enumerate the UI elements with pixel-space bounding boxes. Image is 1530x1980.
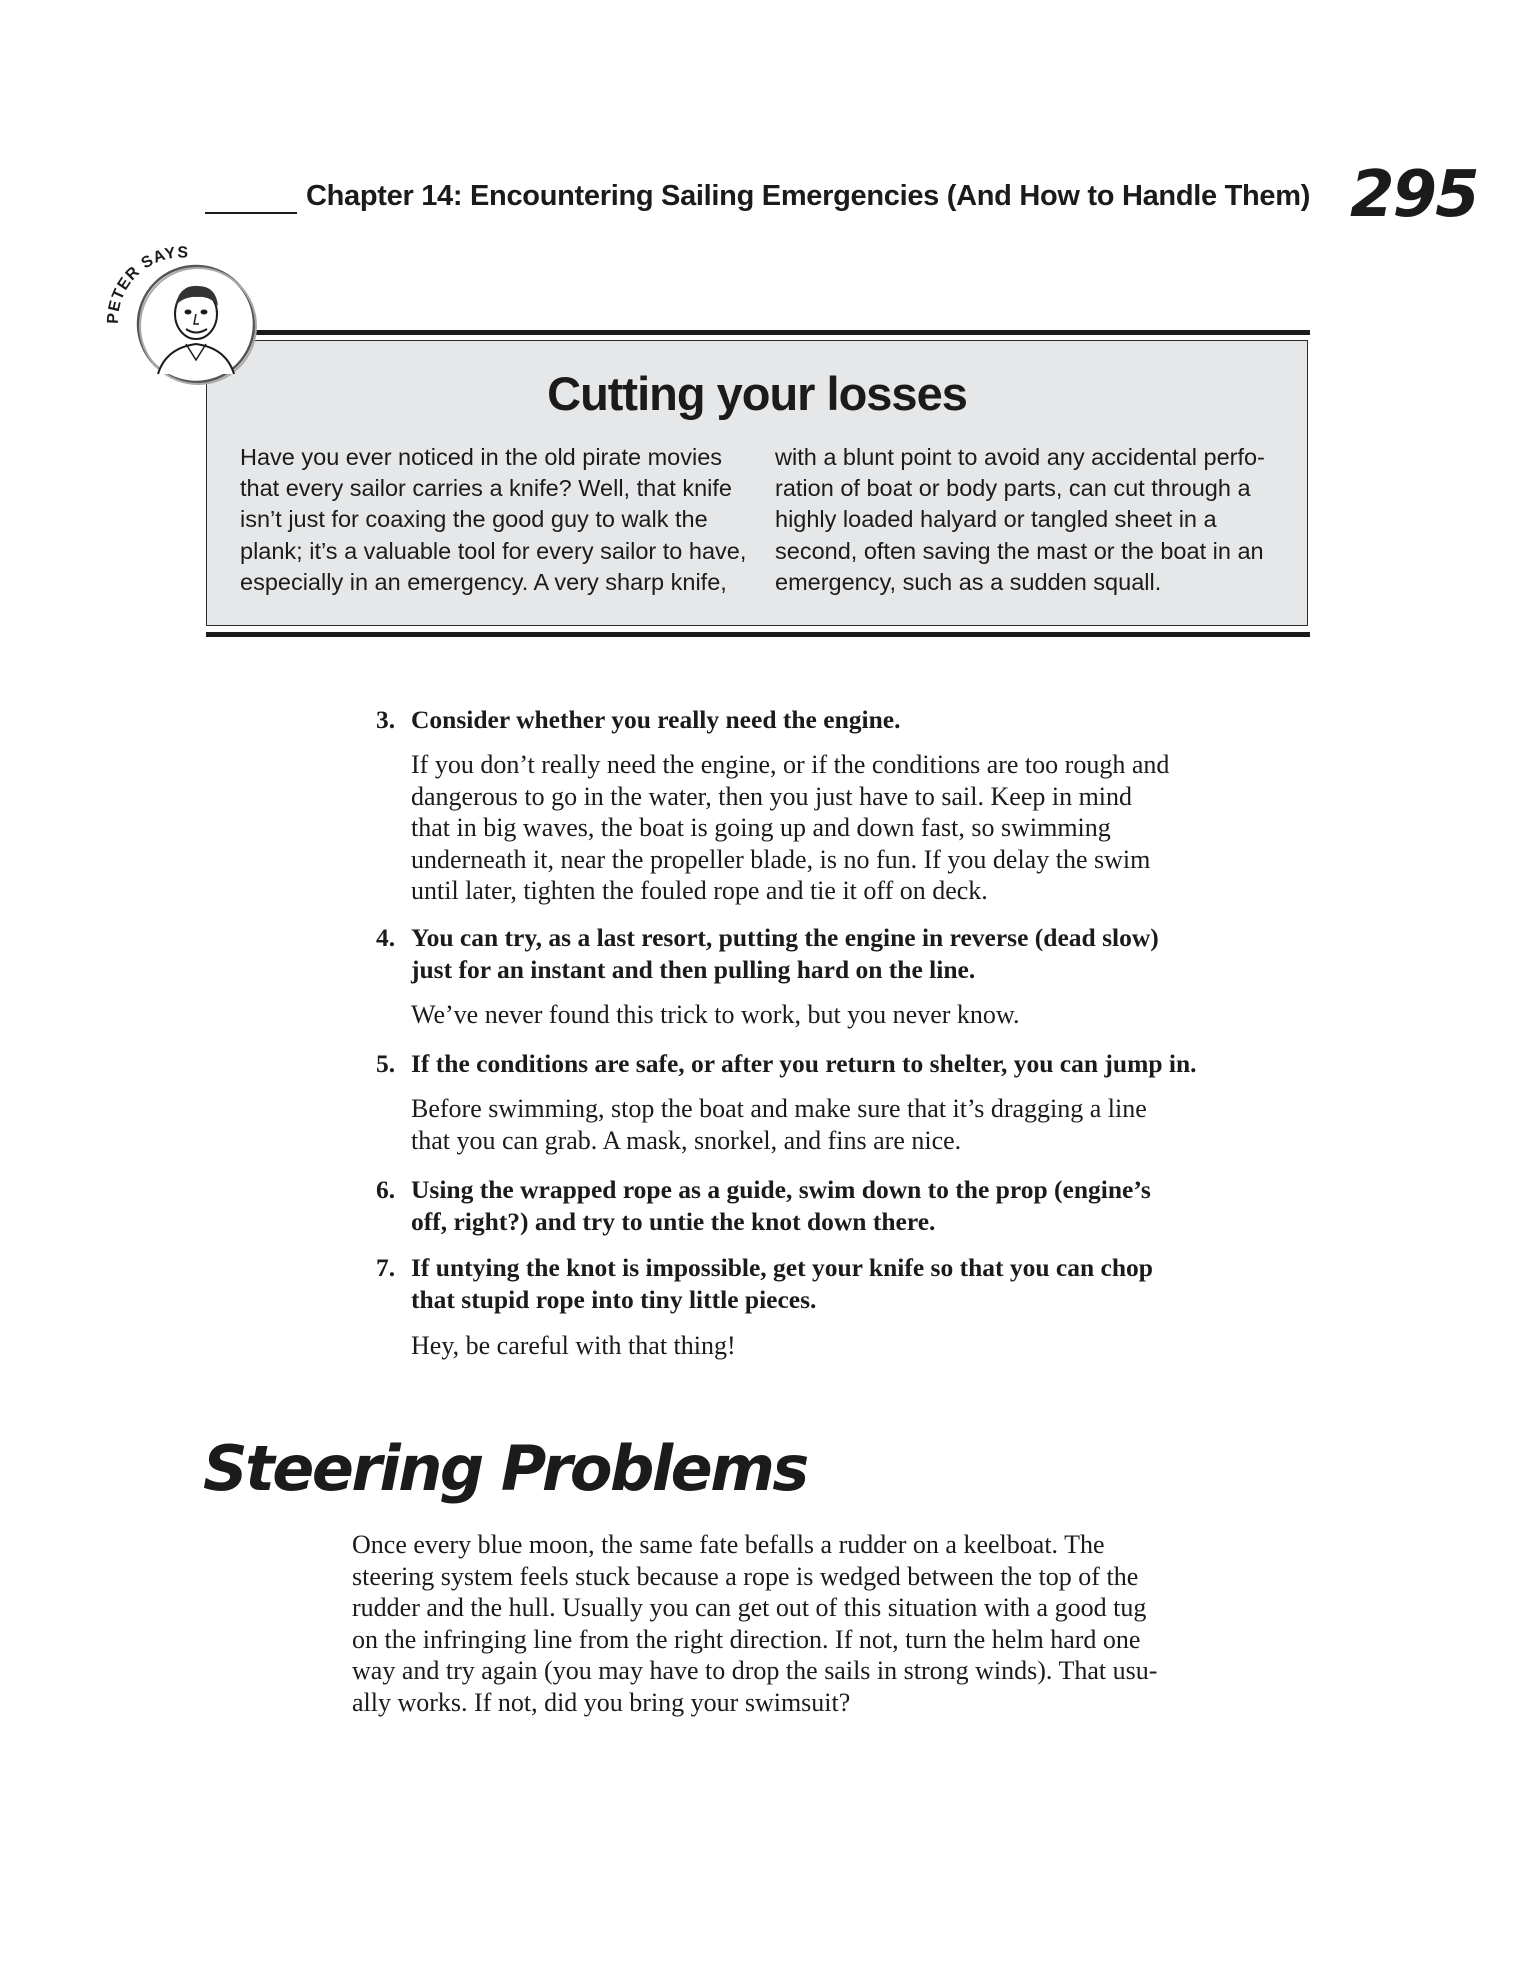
sidebar-top-rule xyxy=(240,330,1310,335)
sidebar-text-line: isn’t just for coaxing the good guy to walk the xyxy=(240,506,708,533)
sidebar-text-line: highly loaded halyard or tangled sheet in a xyxy=(775,506,1217,533)
step-body-line: We’ve never found this trick to work, but you never know. xyxy=(411,1000,1020,1029)
step-body-line: If you don’t really need the engine, or if the conditions are too rough and xyxy=(411,750,1170,779)
step-heading-line: Using the wrapped rope as a guide, swim down to the prop (engine’s xyxy=(411,1175,1151,1204)
section-body xyxy=(352,1529,1312,1718)
sidebar-text-line: especially in an emergency. A very sharp knife, xyxy=(240,568,727,595)
sidebar-bottom-rule xyxy=(206,632,1310,637)
sidebar-left-column xyxy=(240,442,745,598)
sidebar-title: Cutting your losses xyxy=(547,367,967,420)
step-heading-line: Consider whether you really need the engine. xyxy=(411,705,901,734)
sidebar-text-line: emergency, such as a sudden squall. xyxy=(775,568,1162,595)
section-text-line: way and try again (you may have to drop the sails in strong winds). That usu- xyxy=(352,1656,1158,1685)
step-heading-line: that stupid rope into tiny little pieces. xyxy=(411,1284,817,1314)
step-heading xyxy=(411,1048,1311,1080)
step-heading-line: off, right?) and try to untie the knot down there. xyxy=(411,1206,936,1236)
step-body-line: until later, tighten the fouled rope and tie it off on deck. xyxy=(411,876,988,905)
step-heading xyxy=(411,922,1311,985)
section-text-line: ally works. If not, did you bring your swimsuit? xyxy=(352,1687,851,1717)
step-number: 3. xyxy=(376,705,396,734)
step-heading xyxy=(411,1174,1311,1237)
step-body xyxy=(411,749,1311,907)
step-heading-line: If untying the knot is impossible, get your knife so that you can chop xyxy=(411,1253,1153,1282)
step-heading-line: just for an instant and then pulling hard on the line. xyxy=(411,954,976,984)
step-heading xyxy=(411,1252,1311,1315)
step-heading xyxy=(411,704,1311,736)
step-body-line: that you can grab. A mask, snorkel, and fins are nice. xyxy=(411,1125,962,1155)
step-number: 7. xyxy=(376,1253,396,1282)
step-heading-line: You can try, as a last resort, putting the engine in reverse (dead slow) xyxy=(411,923,1159,952)
step-body-line: underneath it, near the propeller blade, is no fun. If you delay the swim xyxy=(411,844,1151,874)
sidebar-text-line: plank; it’s a valuable tool for every sailor to have, xyxy=(240,537,747,564)
page-number: 295 xyxy=(1350,158,1478,232)
sidebar-text-line: that every sailor carries a knife? Well, that knife xyxy=(240,475,732,502)
sidebar-text-line: second, often saving the mast or the boat in an xyxy=(775,537,1264,564)
section-title: Steering Problems xyxy=(203,1432,807,1505)
step-body-line: dangerous to go in the water, then you just have to sail. Keep in mind xyxy=(411,781,1133,811)
step-heading-line: If the conditions are safe, or after you return to shelter, you can jump in. xyxy=(411,1049,1197,1078)
section-text-line: rudder and the hull. Usually you can get out of this situation with a good tug xyxy=(352,1593,1147,1622)
step-body-line: Before swimming, stop the boat and make sure that it’s dragging a line xyxy=(411,1094,1147,1123)
step-number: 5. xyxy=(376,1049,396,1078)
section-text-line: steering system feels stuck because a rope is wedged between the top of the xyxy=(352,1561,1139,1591)
sidebar-text-line: Have you ever noticed in the old pirate movies xyxy=(240,444,723,470)
sidebar-text-line: with a blunt point to avoid any accidental perfo- xyxy=(775,444,1265,470)
step-body xyxy=(411,999,1311,1031)
header-rule xyxy=(205,212,297,214)
peter-says-label: PETER SAYS xyxy=(104,244,190,325)
step-number: 4. xyxy=(376,923,396,952)
sidebar-right-column xyxy=(775,442,1280,598)
step-body-line: that in big waves, the boat is going up and down fast, so swimming xyxy=(411,813,1111,842)
step-body xyxy=(411,1093,1311,1156)
sidebar-text-line: ration of boat or body parts, can cut through a xyxy=(775,475,1251,502)
section-text-line: on the infringing line from the right direction. If not, turn the helm hard one xyxy=(352,1624,1141,1654)
step-number: 6. xyxy=(376,1175,396,1204)
step-body xyxy=(411,1330,1311,1362)
section-text-line: Once every blue moon, the same fate befalls a rudder on a keelboat. The xyxy=(352,1530,1105,1559)
step-body-line: Hey, be careful with that thing! xyxy=(411,1331,736,1360)
running-head: Chapter 14: Encountering Sailing Emergencies (And How to Handle Them) xyxy=(306,180,1311,212)
